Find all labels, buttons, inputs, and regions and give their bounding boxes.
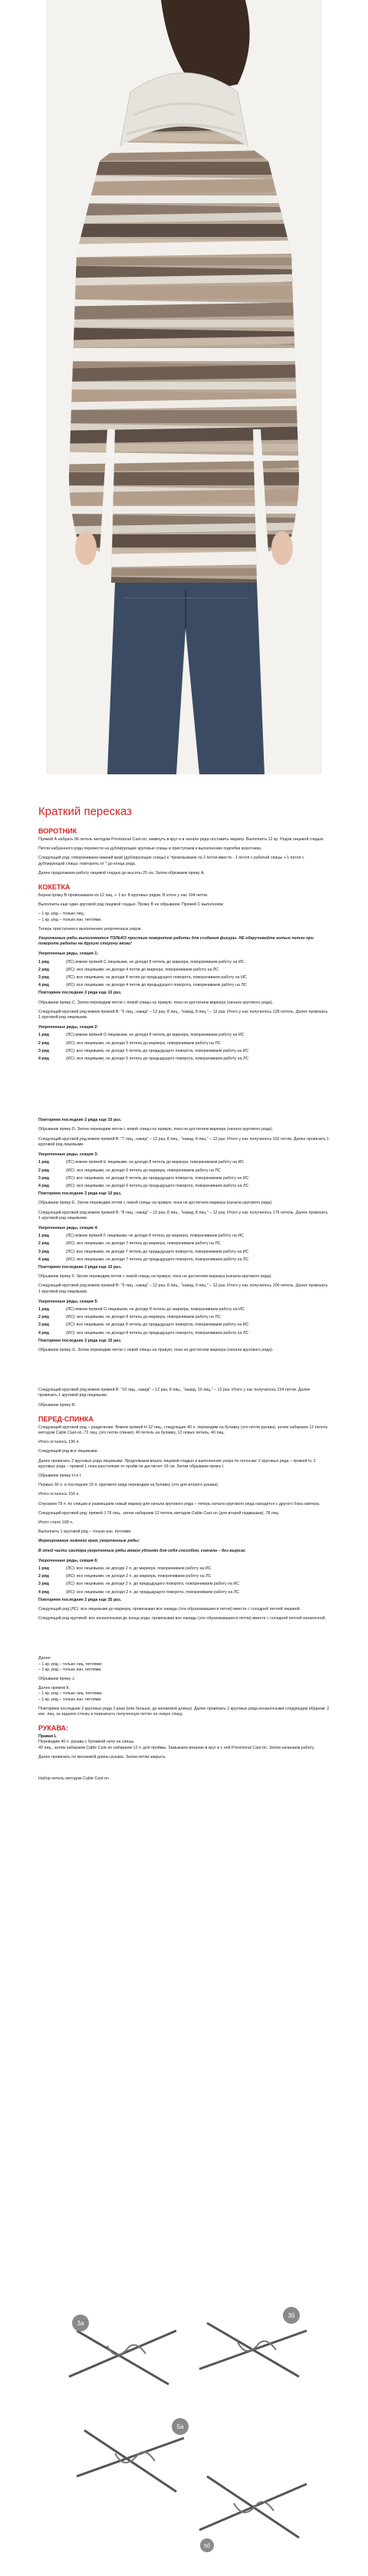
instruction-row [38,1574,330,1579]
row-text: (ЛС): все лицевыми, не доходя 8 петель до предыдущего поворота, поворачиваем работу на ИС [66,1322,249,1328]
series-1-heading: Укороченные ряды, секция 1: [38,951,99,957]
row-text: (ИС): все лицевыми, не доходя 5 петель до маркера, поворачиваем работу на ЛС [66,1040,221,1046]
yoke-paragraph-13: Следующий круговой ряд вяжем пряжей В: "9 лиц., накид" – 12 раз, 8 лиц., "накид, 9 лиц." – 12 раз. Итого у нас получилось 200 петель. Далее провязать 1 круговой ряд лицевыми. [38,1283,328,1294]
row-label: 1 ряд [38,1234,50,1239]
continue-line-1: Далее: [38,1656,51,1661]
body-paragraph-11: Выполнить 1 круговой ряд – только изн. петлями. [38,1530,132,1535]
continue-line-5: Далее пряжей К: [38,1686,71,1691]
row-text: (ИС): все лицевыми, не доходя 2 п. до предыдущего поворота, поворачиваем работу на ЛС [66,1589,240,1595]
yoke-paragraph-8: Обрываем пряжу D. Затем переводим петли с левой спицы на правую, пока не достигнем маркера (начала кругового ряда). [38,1127,274,1132]
page-title: Краткий пересказ [38,805,133,818]
row-text: (ИС): все лицевыми, не доходя 8 петель до предыдущего поворота, поворачиваем работу на ЛС [66,1330,249,1336]
series-5-heading: Укороченные ряды, секция 5: [38,1299,99,1304]
instruction-row [38,1315,330,1320]
row-text: (ЛС): все лицевыми, не доходя 2 п. до маркера, поворачиваем работу на ИС [66,1566,212,1572]
row-text: (ЛС) вяжем пряжей G лицевыми, не доходя 8 петель до маркера, поворачиваем работу на ИС [66,1306,245,1312]
body-paragraph-3: Следующий ряд все лицевыми. [38,1449,99,1454]
row-text: (ЛС): все лицевыми, не доходя 2 п. до предыдущего поворота, поворачиваем работу на ИС [66,1582,240,1587]
yoke-paragraph-12: Обрываем пряжу F. Затем переводим петли с левой спицы на правую, пока не достигнем маркера (начала кругового ряда). [38,1274,272,1280]
yoke-paragraph-14: Обрываем пряжу G. Затем переводим петли с левой спицы на правую, пока не достигнем маркера (начала кругового ряда). [38,1347,274,1352]
row-text: (ИС): все лицевыми, не доходя 6 петель до предыдущего поворота, поворачиваем работу на ЛС [66,1183,249,1188]
sweater-stripe [46,382,322,389]
instruction-row [38,1582,330,1587]
row-label: 3 ряд [38,1249,50,1254]
row-text: (ЛС) вяжем пряжей С лицевыми, не доходя 8 петель до маркера, поворачиваем работу на ИС. [66,959,245,964]
instruction-row [38,1250,330,1255]
series-5-rows [38,1307,330,1336]
sweater-stripe [46,224,322,237]
row-text: (ЛС) вяжем пряжей D лицевыми, не доходя 8 петель до маркера, поворачиваем работу на ИС [66,1033,245,1038]
row-text: (ЛС): все лицевыми, не доходя 7 петель до предыдущего поворота, поворачиваем работу на ИС [66,1249,249,1254]
yoke-paragraph-16: Обрываем пряжу В. [38,1402,77,1408]
sweater-stripe [46,410,322,423]
series-2-rows [38,1033,330,1062]
row-label: 1 ряд [38,1033,50,1038]
section-sleeves-heading: РУКАВА: [38,1724,69,1733]
section-body-heading: ПЕРЕД-СПИНКА [38,1414,94,1423]
diagram-panel-3a [69,2315,176,2384]
body-paragraph-8: Спускаем 78 п. по спицам и размещаем новый маркер для начала кругового ряда – теперь начало кругового ряда находится с другого бока свитера. [38,1501,320,1506]
diagram-label-3a: 3a [77,2320,84,2327]
row-label: 1 ряд [38,1160,50,1165]
row-label: 4 ряд [38,1330,50,1336]
instruction-row [38,960,330,965]
row-text: (ЛС) вяжем пряжей F лицевыми, не доходя 8 петель до маркера, поворачиваем работу на ИС [66,1234,244,1239]
series-6-rows [38,1566,330,1595]
series-2-repeat: Повторяем последние 2 ряда еще 10 раз. [38,1118,122,1123]
instruction-row [38,983,330,988]
sweater-stripe [46,472,322,485]
row-label: 4 ряд [38,1056,50,1062]
instruction-row [38,1331,330,1336]
row-label: 2 ряд [38,1241,50,1247]
body-paragraph-4: Далее провязать 2 круговых ряда лицевыми. Продолжаем вязать лицевой гладью и выполнение узора по полосам: 2 круговых ряда – пряжей Н, 2 круговых ряда – пряжей I, пока расстояние от пройм не достигнет 16 см. Затем обрываем пряжу I. [38,1458,316,1469]
yoke-paragraph-10: Обрываем пряжу Е. Затем переводим петли с левой спицы на правую, пока не достигнем маркера (начала кругового ряда). [38,1201,273,1206]
continue-line-2: – 1 кр. ряд – только лиц. петлями; [38,1661,103,1667]
series-3-rows [38,1160,330,1189]
row-text: (ИС): все лицевыми, не доходя 8 петель до маркера, поворачиваем работу на ЛС [66,1315,221,1320]
collar-paragraph-1: Прямой А набрать 96 петель методом Provisional Cast-on, замкнуть в круг и в начале ряда поставить маркер. Выполнить 12 кр. Рядов лицевой гладью. [38,837,325,842]
instruction-row [38,975,330,981]
diagram-panel-5b [199,2476,307,2552]
instruction-row [38,1184,330,1189]
body-paragraph-7: Итого осталось 156 п. [38,1492,80,1497]
row-text: (ИС): все лицевыми, не доходя 5 петель до предыдущего поворота, поворачиваем работу на ЛС [66,1056,249,1062]
sweater-stripe [46,348,322,361]
row-label: 3 ряд [38,1175,50,1181]
yoke-paragraph-7: Следующий круговой ряд вяжем пряжей В: "6 лиц., накид" – 12 раз, 8 лиц., "накид, 8 лиц." – 12 раз. Итого у нас получилось 128 петель. Далее провязать 1 круговой ряд лицевыми. [38,1009,328,1020]
body-paragraph-12: Формирование нижнего края, укороченные ряды: [38,1539,140,1544]
instruction-row [38,1234,330,1239]
instruction-row [38,1322,330,1328]
body-note: В этой части свитера укороченные ряды вяжем удлинён для себя способом, сначала – без выреза: [38,1548,246,1553]
row-label: 2 ряд [38,967,50,972]
instruction-row [38,1241,330,1247]
yoke-line-3: – 1 кр. ряд – только лиц.; [38,912,86,917]
row-label: 2 ряд [38,1168,50,1173]
yoke-paragraph-11: Следующий круговой ряд вяжем пряжей В: "8 лиц., накид" – 12 раз, 8 лиц., "накид, 8 лиц." – 12 раз. Итого у нас получилось 176 петель. Далее провязать 1 круговой ряд лицевыми. [38,1210,328,1221]
instruction-row [38,1049,330,1054]
instruction-row [38,1168,330,1174]
series-3-repeat: Повторяем последние 2 ряда еще 10 раз. [38,1191,122,1197]
series-4-rows [38,1234,330,1263]
row-label: 1 ряд [38,1566,50,1572]
row-text: (ЛС): все лицевыми, не доходя 4 петли до предыдущего поворота, поворачиваем работу на ИС [66,975,247,981]
series-2-heading: Укороченные ряды, секция 2: [38,1025,99,1030]
row-text: (ЛС) вяжем пряжей Е лицевыми, не доходя 8 петель до маркера, поворачиваем работу на ИС [66,1160,245,1165]
collar-paragraph-4: Далее продолжаем работу лицевой гладью до высоты 25 см. Затем обрываем пряжу А. [38,870,205,876]
row-text: (ИС): все лицевыми, не доходя 4 петли до маркера, поворачиваем работу на ЛС [66,967,219,972]
yoke-paragraph-1: Берем пряжу В провязываем из 12 лиц. + 1 из. 8 круговых рядов. В итоге у нас 104 петли. [38,893,209,899]
cast-on-caption: Набор петель методом Cable Cast-on [38,1776,109,1782]
row-text: (ИС): все лицевыми, не доходя 7 петель до предыдущего поворота, поворачиваем работу на ЛС [66,1257,249,1262]
sleeves-line-1: Правая L [38,1734,57,1740]
row-text: (ИС): все лицевыми, не доходя 7 петель до маркера, поворачиваем работу на ЛС [66,1241,221,1247]
series-5-repeat: Повторяем последние 2 ряда еще 10 раз. [38,1338,122,1343]
instruction-row [38,1176,330,1181]
body-paragraph-13: Следующий ряд (ЛС): все лицевыми до маркера, провязывая все накиды (эти образовавшиеся петли) вместе с соседней петлей лицевой. [38,1607,301,1612]
series-1-rows [38,960,330,989]
spacer [38,1625,330,1656]
diagram-label-3b: 3б [288,2312,295,2319]
body-paragraph-6: Первые 30 п. и последние 20 п. кругового ряда переводим на булавку (это для второго рукава). [38,1483,219,1488]
section-collar-heading: ВОРОТНИК [38,827,77,835]
row-label: 1 ряд [38,1306,50,1312]
row-text: (ЛС): все лицевыми, не доходя 6 петель до предыдущего поворота, поворачиваем работу на ИС [66,1175,249,1181]
instruction-row [38,968,330,973]
spacer [38,1064,330,1118]
body-paragraph-5: Обрываем пряжу Н и I. [38,1474,82,1478]
instruction-row [38,1056,330,1062]
instruction-row [38,1590,330,1595]
collar-paragraph-2: Петли набранного ряда перевести на дублирующие круговые спицы и приступаем к выполнению подгибки воротника. [38,846,262,852]
sweater-illustration [46,0,322,774]
sweater-stripe [46,444,322,452]
row-label: 3 ряд [38,1582,50,1587]
instruction-row [38,1041,330,1046]
diagram-panel-5a [77,2418,189,2492]
diagram-illustration [54,2300,314,2553]
row-label: 4 ряд [38,1589,50,1595]
sweater-photo [46,0,322,774]
series-3-heading: Укороченные ряды, секция 3: [38,1152,99,1158]
sleeves-line-2: Переводим 40 п. рукава с булавкой нити на спицы. [38,1740,135,1745]
instruction-row [38,1257,330,1263]
yoke-paragraph-6: Обрываем пряжу С. Затем переводим петли с левой спицы на правую, пока не достигнем маркера (начала кругового ряда). [38,1000,274,1005]
row-label: 3 ряд [38,1322,50,1328]
body-paragraph-10: Итого стало 168 п. [38,1520,74,1526]
body-paragraph-14: Следующий ряд круговой: все изнаночными до конца ряда, провязывая все накиды (эти образовавшиеся петли) вместе с соседней петлей изнаночной. [38,1616,327,1622]
yoke-paragraph-9: Следующий круговой ряд вяжем пряжей В: "7 лиц., накид" – 12 раз, 8 лиц., "накид, 8 лиц." – 12 раз. Итого у нас получилось 152 петли. Далее провязать 1 круговой ряд лицевыми. [38,1136,330,1147]
continue-line-7: – 1 кр. ряд – только изн. петлями. [38,1697,102,1702]
sweater-stripe [46,258,322,265]
series-1-repeat: Повторяем последние 2 ряда еще 10 раз. [38,991,122,996]
series-4-repeat: Повторяем последние 2 ряда еще 10 раз. [38,1264,122,1270]
instruction-row [38,1307,330,1313]
sweater-stripe [46,286,322,299]
row-text: (ЛС): все лицевыми, не доходя 5 петель до предыдущего поворота, поворачиваем работу на ИС [66,1048,249,1053]
series-6-repeat: Повторяем последние 2 ряда еще 35 раз. [38,1597,122,1602]
instruction-row [38,1160,330,1165]
body-paragraph-1: Следующий круговой ряд – разделение. Вяжем пряжей Н 32 лиц., следующие 40 п. переводим на булавку (это петли рукава), затем набираем 12 петель методом Cable Cast-on, 72 лиц. (это петли спинки), 40 петель на булавку, 12 новых петель, 40 лиц. [38,1424,328,1435]
row-label: 2 ряд [38,1315,50,1320]
series-4-heading: Укороченные ряды, секция 4: [38,1225,99,1230]
continue-line-3: – 1 кр. ряд – только изн. петлями. [38,1667,102,1672]
diagram-panel-3b [199,2307,307,2377]
row-label: 3 ряд [38,975,50,981]
continue-line-8: Повторяем последние 2 круговых ряда 2 раза (или больше, до желаемой длины). Далее провязать 2 круговых ряда изнаночными следующим образом: 2 изн. лиц. за заднюю стенку и перекинуть полученную петлю на левую спицу. [38,1706,330,1717]
row-label: 2 ряд [38,1574,50,1579]
row-text: (ИС): все лицевыми, не доходя 6 петель до маркера, поворачиваем работу на ЛС [66,1168,221,1173]
spacer [38,1357,330,1388]
diagram-label-5a: 5a [176,2423,184,2430]
row-label: 3 ряд [38,1048,50,1053]
series-6-heading: Укороченные ряды, секция 6: [38,1558,99,1563]
row-text: (ИС): все лицевыми, не доходя 2 п. до маркера, поворачиваем работу на ЛС [66,1574,212,1579]
sleeves-line-4: Далее провязать по желаемой длины рукава. Затем петли закрыть. [38,1754,166,1760]
row-label: 4 ряд [38,1183,50,1188]
row-label: 4 ряд [38,983,50,988]
body-paragraph-2: Итого осталось 196 п. [38,1440,80,1445]
row-label: 2 ряд [38,1040,50,1046]
row-label: 4 ряд [38,1257,50,1262]
section-yoke-heading: КОКЕТКА [38,883,71,892]
yoke-paragraph-2: Выполнить еще один круговой ряд лицевой гладью. Пряжу В не обрываем. Пряжей С выполняем: [38,902,225,908]
diagram-label-5b: 5б [204,2544,210,2549]
instruction-row [38,1033,330,1038]
row-label: 1 ряд [38,959,50,964]
yoke-paragraph-5: Теперь приступаем к выполнению укороченных рядов. [38,926,143,932]
row-text: (ИС): все лицевыми, не доходя 4 петли до предыдущего поворота, поворачиваем работу на ЛС [66,983,247,988]
sleeves-line-3: 40 лиц., затем набираем Cable Cast-on набираем 12 п. для проймы. Замыкаем вязание в круг и с ней Provisional Cast-on. Затем начинаем работу. [38,1745,315,1750]
spacer [38,1764,330,1776]
sweater-stripe [46,506,322,514]
instruction-row [38,1566,330,1572]
yoke-note: Укороченные ряды выполняются ТОЛЬКО простым поворотом работы для создания фигуры. НЕ обкручивайте нитью петли при повороте работы на другую сторону вязки! [38,936,314,947]
collar-paragraph-3: Следующий ряд: отворачиваем нижний край (дублирующие спицы) к "провязываем по 2 петли вместе - 1 петля с рабочей спицы + 1 петля с дублирующей спицы: повторить от * до конца ряда. [38,856,304,866]
yoke-paragraph-15: Следующий круговой ряд вяжем пряжей В: "10 лиц., накид" – 12 раз, 8 лиц., "накид, 10 лиц." – 12 раз. Итого у нас получилось 224 петли. Далее провязать 1 круговой ряд лицевыми. [38,1388,310,1398]
sweater-stripe [46,320,322,327]
body-paragraph-9: Следующий круговой ряд: пряжей J 78 лиц., затем набираем 12 петель методом Cable Cast-on (для второй подмышки), 78 лиц. [38,1510,280,1516]
yoke-line-4: – 1 кр. ряд – только изн. петлями. [38,917,102,922]
continue-line-4: Обрываем пряжу J. [38,1677,76,1682]
pattern-text [38,805,330,1786]
cable-cast-on-diagram [54,2300,314,2553]
continue-line-6: – 1 кр. ряд – только лиц. петлями; [38,1691,103,1697]
